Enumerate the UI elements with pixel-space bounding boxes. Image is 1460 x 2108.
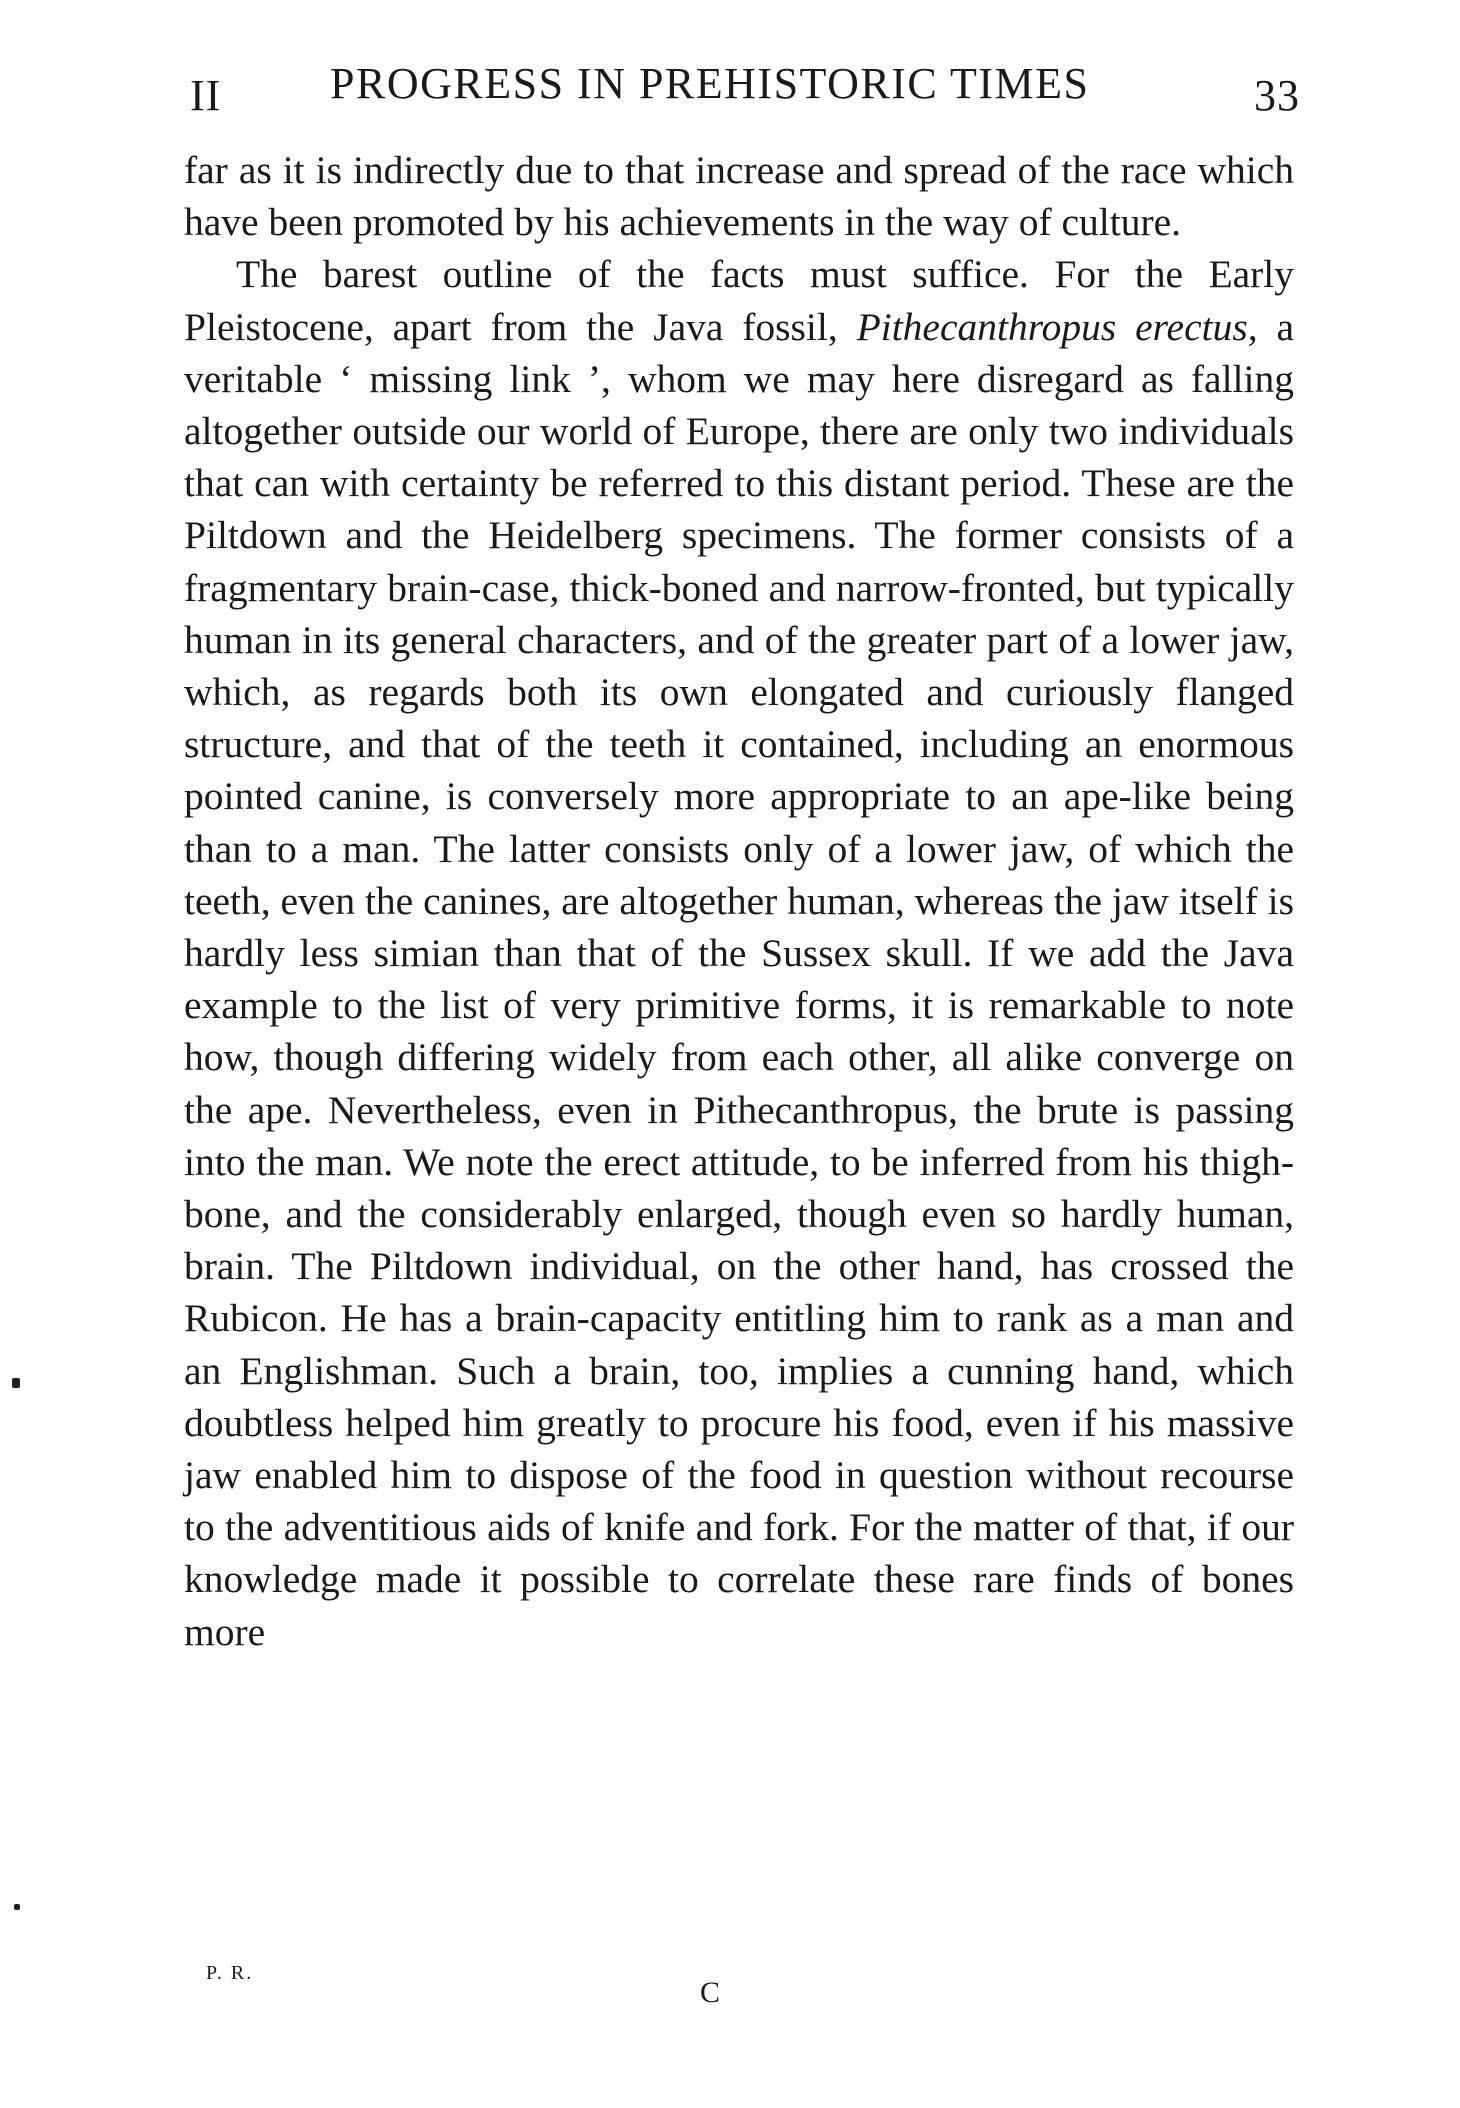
margin-speck [14, 1904, 20, 1910]
paragraph-facts [184, 248, 1294, 1657]
paragraph-continuation: far as it is indirectly due to that increase and spread of the race which have been promoted by his achievements in the way of culture. [184, 148, 1294, 245]
printer-signature: P. R. [206, 1962, 254, 1984]
paragraph-text-rest: a veritable ‘ missing link ’, whom we may here disregard as falling altogether outside our world of Europe, there are only two individuals that can with certainty be referred to this distant period. These are the Piltdown and the Heidelberg specimens. The former consists of a fragmentary brain-case, thick-boned and narrow-fronted, but typically human in its general characters, and of the greater part of a lower jaw, which, as regards both its own elongated and curiously flanged structure, and that of the teeth it contained, including an enormous pointed canine, is conversely more appropriate to an ape-like being than to a man. The latter consists only of a lower jaw, of which the teeth, even the canines, are altogether human, whereas the jaw itself is hardly less simian than that of the Sussex skull. If we add the Java example to the list of very primitive forms, it is remarkable to note how, though differing widely from each other, all alike converge on the ape. Nevertheless, even in Pithecanthropus, the brute is passing into the man. We note the erect attitude, to be inferred from his thigh-bone, and the considerably enlarged, though even so hardly human, brain. The Piltdown individual, on the other hand, has crossed the Rubicon. He has a brain-capacity entitling him to rank as a man and an Englishman. Such a brain, too, implies a cunning hand, which doubtless helped him greatly to procure his food, even if his massive jaw enabled him to dispose of the food in question without recourse to the adventitious aids of knife and fork. For the matter of that, if our knowledge made it possible to correlate these rare finds of bones more [184, 304, 1294, 1654]
body-text [184, 144, 1294, 1658]
chapter-number: II [190, 71, 222, 120]
page-number: 33 [1254, 71, 1300, 120]
paragraph-text-start: The barest outline of the facts must suffice. For the Early Pleistocene, apart from the Java fossil, [184, 252, 1294, 349]
sheet-mark: C [700, 1976, 721, 2009]
margin-speck [12, 1378, 20, 1388]
running-header [190, 58, 1300, 118]
running-title: PROGRESS IN PREHISTORIC TIMES [330, 59, 1090, 108]
species-name: Pithecanthropus erectus, [856, 304, 1258, 349]
